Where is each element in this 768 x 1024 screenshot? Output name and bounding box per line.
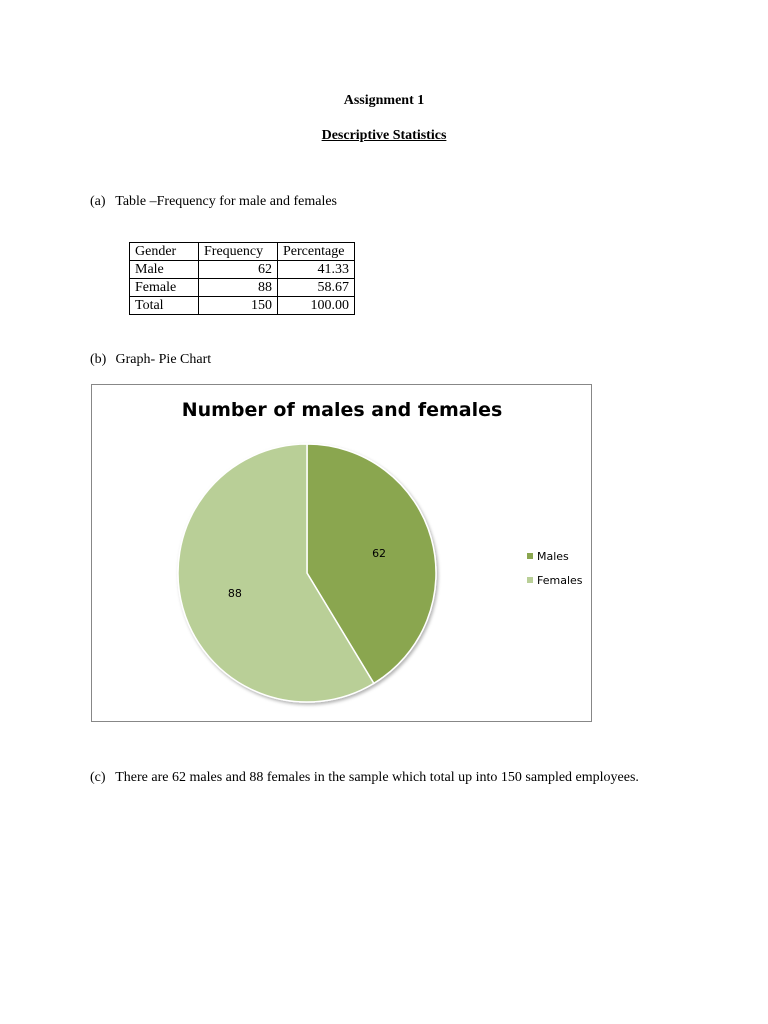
table-row bbox=[130, 297, 355, 315]
section-a-text: Table –Frequency for male and females bbox=[115, 194, 338, 209]
table-row bbox=[130, 279, 355, 297]
legend-swatch-females bbox=[527, 577, 533, 583]
table-cell: 88 bbox=[199, 279, 278, 297]
table-cell: 150 bbox=[199, 297, 278, 315]
table-cell: 62 bbox=[199, 261, 278, 279]
section-c-text: There are 62 males and 88 females in the sample which total up into 150 sampled employees. bbox=[115, 770, 639, 785]
section-a-marker: (a) bbox=[90, 194, 106, 209]
table-cell: 100.00 bbox=[278, 297, 355, 315]
legend-label-females: Females bbox=[537, 574, 583, 587]
chart-title: Number of males and females bbox=[181, 399, 503, 421]
table-header-cell: Percentage bbox=[278, 243, 355, 261]
section-a bbox=[90, 194, 337, 210]
pie-chart bbox=[92, 385, 591, 721]
section-b bbox=[90, 352, 211, 368]
section-b-text: Graph- Pie Chart bbox=[115, 352, 212, 367]
legend-label-males: Males bbox=[537, 550, 569, 563]
table-row bbox=[130, 261, 355, 279]
table-cell: 58.67 bbox=[278, 279, 355, 297]
pie-chart-container bbox=[91, 384, 592, 722]
section-c-marker: (c) bbox=[90, 770, 106, 785]
table-header-cell: Gender bbox=[130, 243, 199, 261]
section-b-marker: (b) bbox=[90, 352, 107, 367]
pie-slices bbox=[178, 444, 436, 702]
table-cell: 41.33 bbox=[278, 261, 355, 279]
table-header-cell: Frequency bbox=[199, 243, 278, 261]
frequency-table bbox=[129, 242, 355, 315]
table-header-row bbox=[130, 243, 355, 261]
document-subtitle: Descriptive Statistics bbox=[321, 128, 447, 143]
table-cell: Male bbox=[130, 261, 199, 279]
table-cell: Female bbox=[130, 279, 199, 297]
legend-swatch-males bbox=[527, 553, 533, 559]
data-label-females: 88 bbox=[227, 587, 242, 601]
chart-legend bbox=[527, 550, 583, 587]
section-c bbox=[90, 770, 639, 786]
document-title: Assignment 1 bbox=[343, 93, 425, 108]
table-cell: Total bbox=[130, 297, 199, 315]
data-label-males: 62 bbox=[372, 546, 387, 560]
